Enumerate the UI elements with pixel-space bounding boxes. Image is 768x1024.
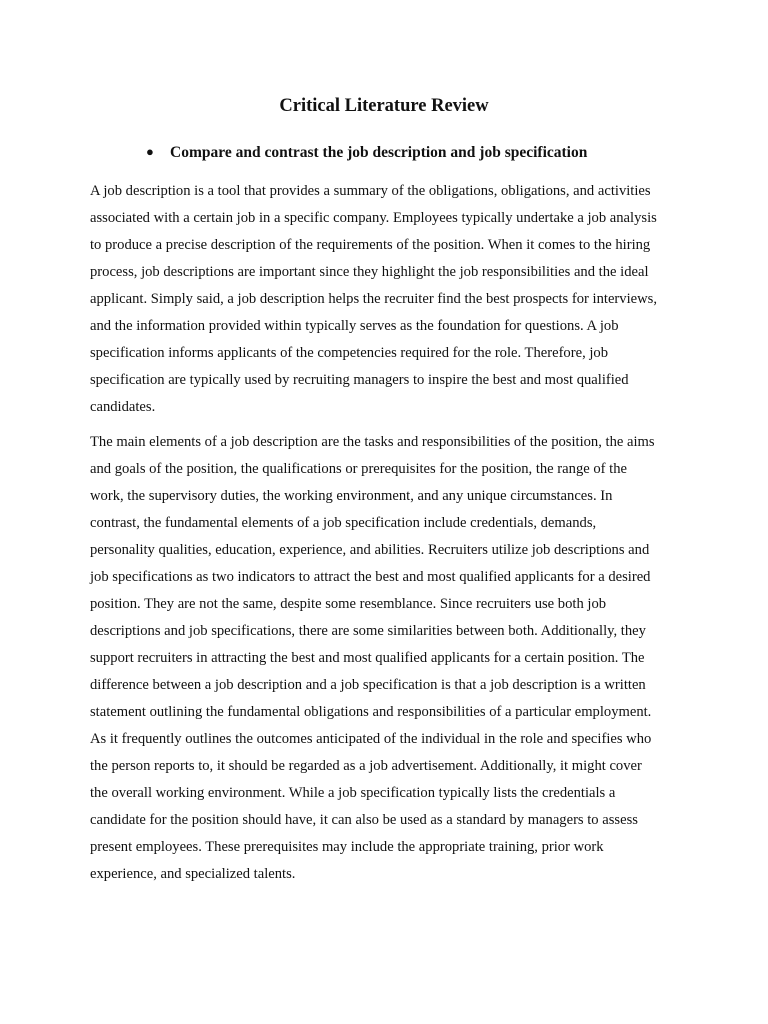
paragraph-line: and the information provided within typically serves as the foundation for questions. A job: [90, 318, 619, 334]
bullet-heading-text: Compare and contrast the job description and job specification: [170, 144, 588, 161]
paragraph-line: and goals of the position, the qualifications or prerequisites for the position, the range of the: [90, 461, 627, 477]
paragraph-line: applicant. Simply said, a job description helps the recruiter find the best prospects for interviews,: [90, 291, 657, 307]
paragraph-line: candidates.: [90, 399, 156, 415]
paragraph-2: [90, 429, 682, 888]
paragraph-line: experience, and specialized talents.: [90, 866, 296, 882]
paragraph-line: position. They are not the same, despite some resemblance. Since recruiters use both job: [90, 596, 607, 612]
paragraph-line: specification are typically used by recruiting managers to inspire the best and most qualified: [90, 372, 629, 388]
bullet-icon: ●: [146, 144, 154, 159]
paragraph-1: [90, 178, 682, 421]
paragraph-line: work, the supervisory duties, the working environment, and any unique circumstances. In: [90, 488, 613, 504]
paragraph-line: difference between a job description and a job specification is that a job description is a written: [90, 677, 646, 693]
paragraph-line: The main elements of a job description are the tasks and responsibilities of the position, the aims: [90, 434, 655, 450]
paragraph-line: the overall working environment. While a job specification typically lists the credentials a: [90, 785, 616, 801]
paragraph-line: personality qualities, education, experience, and abilities. Recruiters utilize job descriptions and: [90, 542, 650, 558]
paragraph-line: job specifications as two indicators to attract the best and most qualified applicants for a desired: [90, 569, 651, 585]
paragraph-line: statement outlining the fundamental obligations and responsibilities of a particular employment.: [90, 704, 652, 720]
paragraph-line: present employees. These prerequisites may include the appropriate training, prior work: [90, 839, 604, 855]
bullet-heading-row: [146, 141, 706, 164]
paragraph-line: to produce a precise description of the requirements of the position. When it comes to the hiring: [90, 237, 651, 253]
paragraph-line: A job description is a tool that provides a summary of the obligations, obligations, and activities: [90, 183, 651, 199]
paragraph-line: As it frequently outlines the outcomes anticipated of the individual in the role and specifies who: [90, 731, 652, 747]
paragraph-line: support recruiters in attracting the best and most qualified applicants for a certain position. The: [90, 650, 645, 666]
paragraph-line: the person reports to, it should be regarded as a job advertisement. Additionally, it might cover: [90, 758, 642, 774]
paragraph-line: specification informs applicants of the competencies required for the role. Therefore, job: [90, 345, 609, 361]
paragraph-line: associated with a certain job in a specific company. Employees typically undertake a job analysis: [90, 210, 657, 226]
paragraph-line: contrast, the fundamental elements of a job specification include credentials, demands,: [90, 515, 597, 531]
paragraph-line: descriptions and job specifications, there are some similarities between both. Additionally, they: [90, 623, 646, 639]
paragraph-line: process, job descriptions are important since they highlight the job responsibilities and the ideal: [90, 264, 649, 280]
document-title: Critical Literature Review: [279, 96, 489, 116]
paragraph-line: candidate for the position should have, it can also be used as a standard by managers to assess: [90, 812, 638, 828]
